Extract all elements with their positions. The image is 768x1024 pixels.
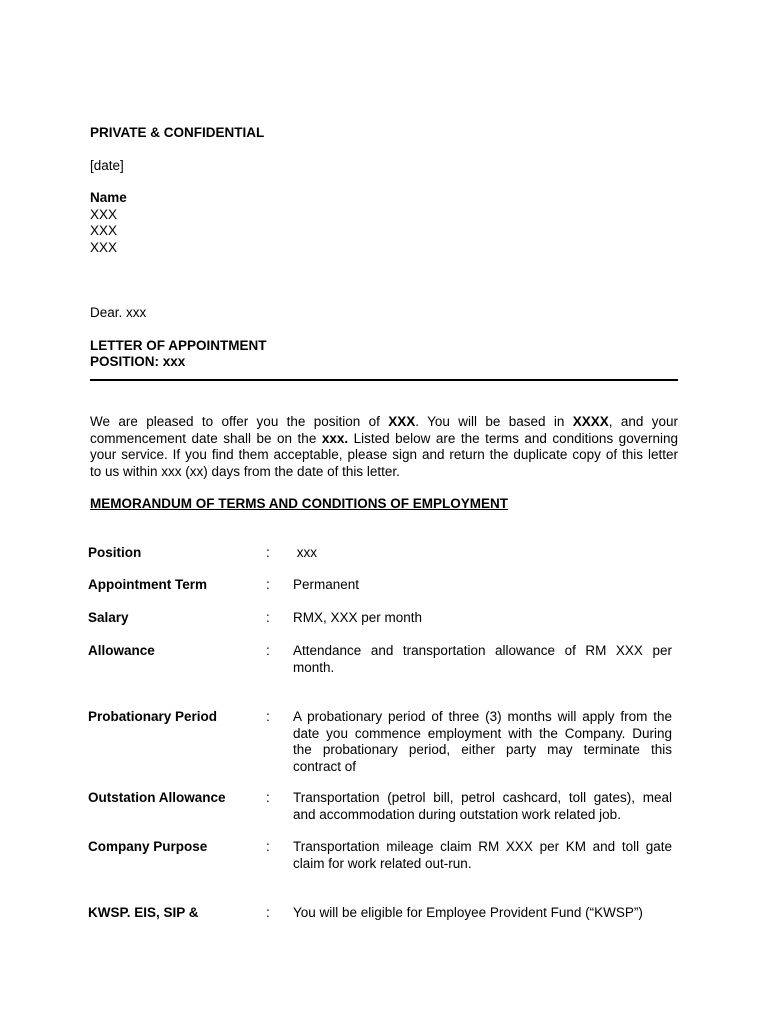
term-colon: : (266, 905, 270, 920)
term-value (293, 545, 672, 562)
term-colon: : (266, 610, 270, 625)
term-value-line: Transportation (petrol bill, petrol cashcard, toll gates), meal (293, 790, 672, 805)
intro-line-1 (90, 414, 678, 431)
term-label: Company Purpose (88, 839, 208, 854)
term-value-line: Attendance and transportation allowance of RM XXX per (293, 643, 672, 658)
subject-title: LETTER OF APPOINTMENT (90, 338, 267, 353)
term-colon: : (266, 709, 270, 724)
term-label: Probationary Period (88, 709, 218, 724)
term-value-line: the probationary period, either party may terminate this (293, 742, 672, 757)
term-label: Appointment Term (88, 577, 207, 592)
recipient-name-label: Name (90, 190, 127, 205)
term-value (293, 643, 672, 676)
salutation: Dear. xxx (90, 305, 147, 320)
term-colon: : (266, 577, 270, 592)
confidential-heading: PRIVATE & CONFIDENTIAL (90, 125, 265, 140)
address-line-1: XXX (90, 207, 118, 222)
term-value-line: contract of (293, 758, 357, 774)
divider-rule (90, 379, 678, 381)
term-colon: : (266, 790, 270, 805)
term-colon: : (266, 839, 270, 854)
date-placeholder: [date] (90, 158, 124, 173)
term-value (293, 610, 672, 627)
term-value (293, 905, 672, 922)
term-value-line: Permanent (293, 577, 360, 592)
intro-paragraph (90, 414, 678, 480)
term-label: Allowance (88, 643, 155, 658)
intro-position-value: XXX (388, 414, 416, 429)
intro-text: commencement date shall be on the (90, 430, 317, 446)
subject-position: POSITION: xxx (90, 354, 186, 369)
term-value (293, 839, 672, 872)
term-value-line: Transportation mileage claim RM XXX per KM and toll gate (293, 839, 672, 854)
memorandum-title: MEMORANDUM OF TERMS AND CONDITIONS OF EMPLOYMENT (90, 496, 508, 511)
term-label: KWSP. EIS, SIP & (88, 905, 199, 920)
intro-line-3: your service. If you find them acceptable, please sign and return the duplicate copy of this letter (90, 447, 678, 462)
term-value-line: RMX, XXX per month (293, 610, 423, 625)
term-label: Position (88, 545, 142, 560)
term-label: Outstation Allowance (88, 790, 226, 805)
term-value-line: You will be eligible for Employee Provident Fund (“KWSP”) (293, 905, 643, 920)
term-value-line: xxx (293, 545, 318, 560)
term-value (293, 790, 672, 823)
intro-text: We are pleased to offer you the position of (90, 414, 380, 429)
term-colon: : (266, 545, 270, 560)
intro-date-value: xxx. (321, 430, 349, 446)
address-line-2: XXX (90, 223, 118, 238)
term-value-line: A probationary period of three (3) months will apply from the (293, 709, 672, 724)
term-value-line: claim for work related out-run. (293, 855, 472, 871)
intro-text: . You will be based in (415, 414, 565, 429)
term-value-line: month. (293, 659, 335, 675)
term-label: Salary (88, 610, 129, 625)
term-value-line: and accommodation during outstation work related job. (293, 806, 621, 822)
term-colon: : (266, 643, 270, 658)
term-value (293, 577, 672, 594)
term-value-line: date you commence employment with the Company. During (293, 725, 672, 741)
intro-text: Listed below are the terms and conditions governing (353, 430, 678, 446)
intro-line-4: to us within xxx (xx) days from the date of this letter. (90, 463, 400, 479)
intro-line-2 (90, 431, 678, 448)
term-value (293, 709, 672, 775)
intro-location-value: XXXX (572, 414, 609, 429)
address-line-3: XXX (90, 240, 118, 255)
intro-text: , and your (608, 414, 678, 429)
